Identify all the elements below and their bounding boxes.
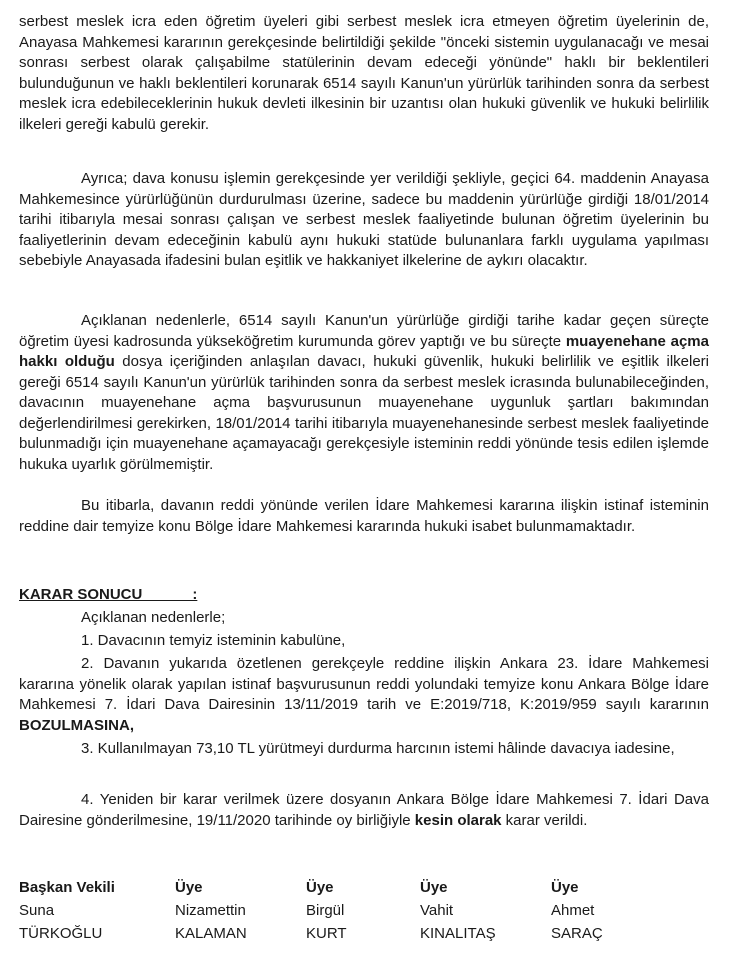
signature-first-name: Vahit — [420, 902, 454, 919]
signature-first-name: Nizamettin — [175, 902, 246, 919]
signature-role: Üye — [306, 879, 334, 896]
paragraph-3 — [19, 311, 709, 475]
signature-first-name: Ahmet — [551, 902, 595, 919]
signature-role: Başkan Vekili — [19, 879, 115, 896]
karar-sonucu-title: KARAR SONUCU : — [19, 586, 198, 603]
signature-baskan-vekili — [19, 876, 115, 945]
signature-role: Üye — [420, 879, 448, 896]
signature-last-name: KINALITAŞ — [420, 925, 496, 942]
karar-item-4 — [19, 790, 709, 831]
paragraph-3-text-a: Açıklanan nedenlerle, 6514 sayılı Kanun'un yürürlüğe girdiği tarihe kadar geçen süreçte öğretim üyesi kadrosunda yükseköğretim kurumunda görev yaptığı ve bu süreçte — [19, 312, 709, 350]
karar-item-4-bold: kesin olarak — [414, 811, 502, 829]
karar-item-3: 3. Kullanılmayan 73,10 TL yürütmeyi durdurma harcının istemi hâlinde davacıya iadesine, — [81, 740, 675, 757]
karar-intro: Açıklanan nedenlerle; — [81, 609, 226, 626]
paragraph-1: serbest meslek icra eden öğretim üyeleri gibi serbest meslek icra etmeyen öğretim üyelerinin de, Anayasa Mahkemesi kararının gerekçesinde belirtildiği şekilde "önceki sistemin uygulanacağı ve mesai sonrası serbest olarak çalışabilme statülerinin devam edeceği yönünde" haklı bir beklentileri bulunduğunun ve haklı beklentileri korunarak 6514 sayılı Kanun'un yürürlük tarihinden sonra da serbest meslek icra edebileceklerinin hukuk devleti ilkesinin bir uzantısı olan hukuki güvenlik ve hukuki belirlilik ilkeleri gereği kabulü gerekir. — [19, 13, 709, 133]
signature-uye-4 — [551, 876, 603, 945]
karar-item-2-text: 2. Davanın yukarıda özetlenen gerekçeyle reddine ilişkin Ankara 23. İdare Mahkemesi kararına yönelik olarak yapılan istinaf başvurusunun reddi yolundaki temyize konu Ankara Bölge İdare Mahkemesi 7. İdari Dava Dairesinin 13/11/2019 tarih ve E:2019/718, K:2019/959 sayılı kararının — [19, 655, 709, 713]
signature-uye-2 — [306, 876, 347, 945]
signature-first-name: Suna — [19, 902, 55, 919]
paragraph-4: Bu itibarla, davanın reddi yönünde verilen İdare Mahkemesi kararına ilişkin istinaf isteminin reddine dair temyize konu Bölge İdare Mahkemesi kararında hukuki isabet bulunmamaktadır. — [19, 497, 709, 535]
signature-role: Üye — [551, 879, 579, 896]
paragraph-3-text-b: dosya içeriğinden anlaşılan davacı, hukuki güvenlik, hukuki belirlilik ve eşitlik ilkeleri gereği 6514 sayılı Kanun'un yürürlük tarihinden sonra da serbest meslek icrasında bulunabileceğinden, davacının muayenehane açma başvurusunun muayenehane uygunluk şartları bakımından değerlendirilmesi gerekirken, 18/01/2014 tarihi itibarıyla muayenehanesinde serbest meslek faaliyetinde bulunmadığı için muayenehane açamayacağı gerekçesiyle isteminin reddi yönünde tesis edilen işlemde hukuka uyarlık görülmemiştir. — [19, 353, 709, 473]
signature-last-name: TÜRKOĞLU — [19, 925, 103, 942]
karar-item-4-text-b: karar verildi. — [501, 811, 588, 829]
signature-role: Üye — [175, 879, 203, 896]
karar-item-1: 1. Davacının temyiz isteminin kabulüne, — [81, 632, 346, 649]
signature-last-name: KALAMAN — [175, 925, 247, 942]
paragraph-2: Ayrıca; dava konusu işlemin gerekçesinde yer verildiği şekliyle, geçici 64. maddenin Anayasa Mahkemesince yürürlüğünün durdurulması üzerine, sadece bu maddenin yürürlüğe girdiği 18/01/2014 tarihi itibarıyla mesai sonrası çalışan ve serbest meslek faaliyetinde bulunan öğretim üyelerinin bu faaliyetlerinin devam edeceğinin kabulü aynı hukuki statüde bulunanlara farklı uygulama yapılması sebebiyle Anayasada ifadesini bulan eşitlik ve hakkaniyet ilkelerine de aykırı olacaktır. — [19, 170, 709, 269]
signature-last-name: KURT — [306, 925, 347, 942]
paragraph-3-bold: muayenehane açma hakkı olduğu — [19, 332, 709, 370]
karar-item-4-text-a: 4. Yeniden bir karar verilmek üzere dosyanın Ankara Bölge İdare Mahkemesi 7. İdari Dava Dairesine gönderilmesine, 19/11/2020 tarihinde oy birliğiyle — [19, 791, 709, 829]
karar-item-2 — [19, 654, 709, 736]
signature-uye-3 — [420, 876, 496, 945]
signature-first-name: Birgül — [306, 902, 345, 919]
karar-item-2-bold: BOZULMASINA, — [19, 716, 134, 734]
signature-last-name: SARAÇ — [551, 925, 603, 942]
signature-uye-1 — [175, 876, 247, 945]
